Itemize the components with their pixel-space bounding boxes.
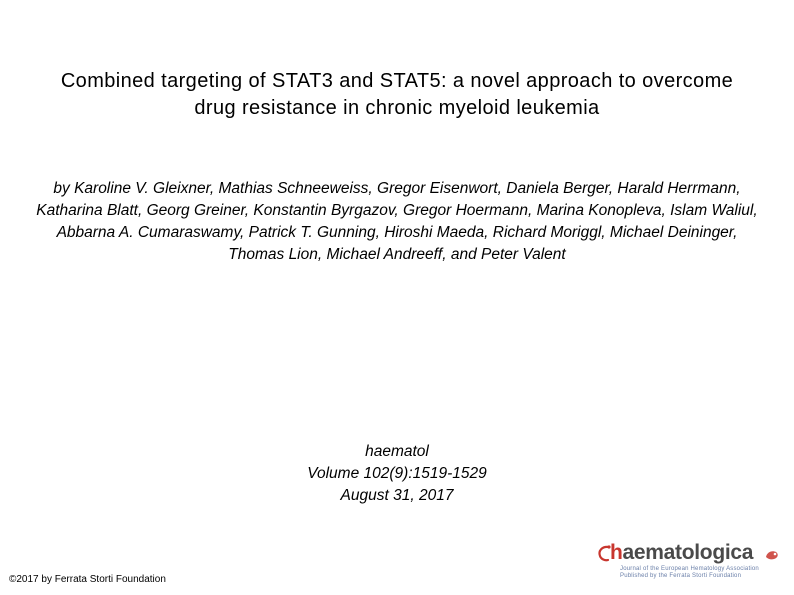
publication-date: August 31, 2017 — [340, 487, 454, 504]
logo-emblem-icon — [764, 548, 780, 562]
copyright-notice: ©2017 by Ferrata Storti Foundation — [9, 574, 166, 585]
citation-block — [197, 441, 597, 507]
haematologica-logo — [596, 538, 786, 582]
volume-pages: Volume 102(9):1519-1529 — [307, 465, 487, 482]
logo-initial: h — [610, 541, 623, 564]
logo-tagline-line-2: Published by the Ferrata Storti Foundation — [620, 573, 742, 579]
author-list: by Karoline V. Gleixner, Mathias Schneeweiss, Gregor Eisenwort, Daniela Berger, Harald Herrmann, Katharina Blatt, Georg Greiner, Konstantin Byrgazov, Gregor Hoermann, Marina Konopleva, Islam Waliul, Abbarna A. Cumaraswamy, Patrick T. Gunning, Hiroshi Maeda, Richard Moriggl, Michael Deininger, Thomas Lion, Michael Andreeff, and Peter Valent — [36, 180, 758, 263]
journal-name: haematol — [365, 443, 429, 460]
logo-tagline-line-1: Journal of the European Hematology Association — [620, 566, 759, 572]
paper-title: Combined targeting of STAT3 and STAT5: a novel approach to overcome drug resistance in chronic myeloid leukemia — [60, 70, 734, 119]
logo-tagline — [620, 566, 759, 580]
logo-wordmark-rest: aematologica — [622, 541, 754, 564]
logo-wordmark — [610, 541, 753, 565]
